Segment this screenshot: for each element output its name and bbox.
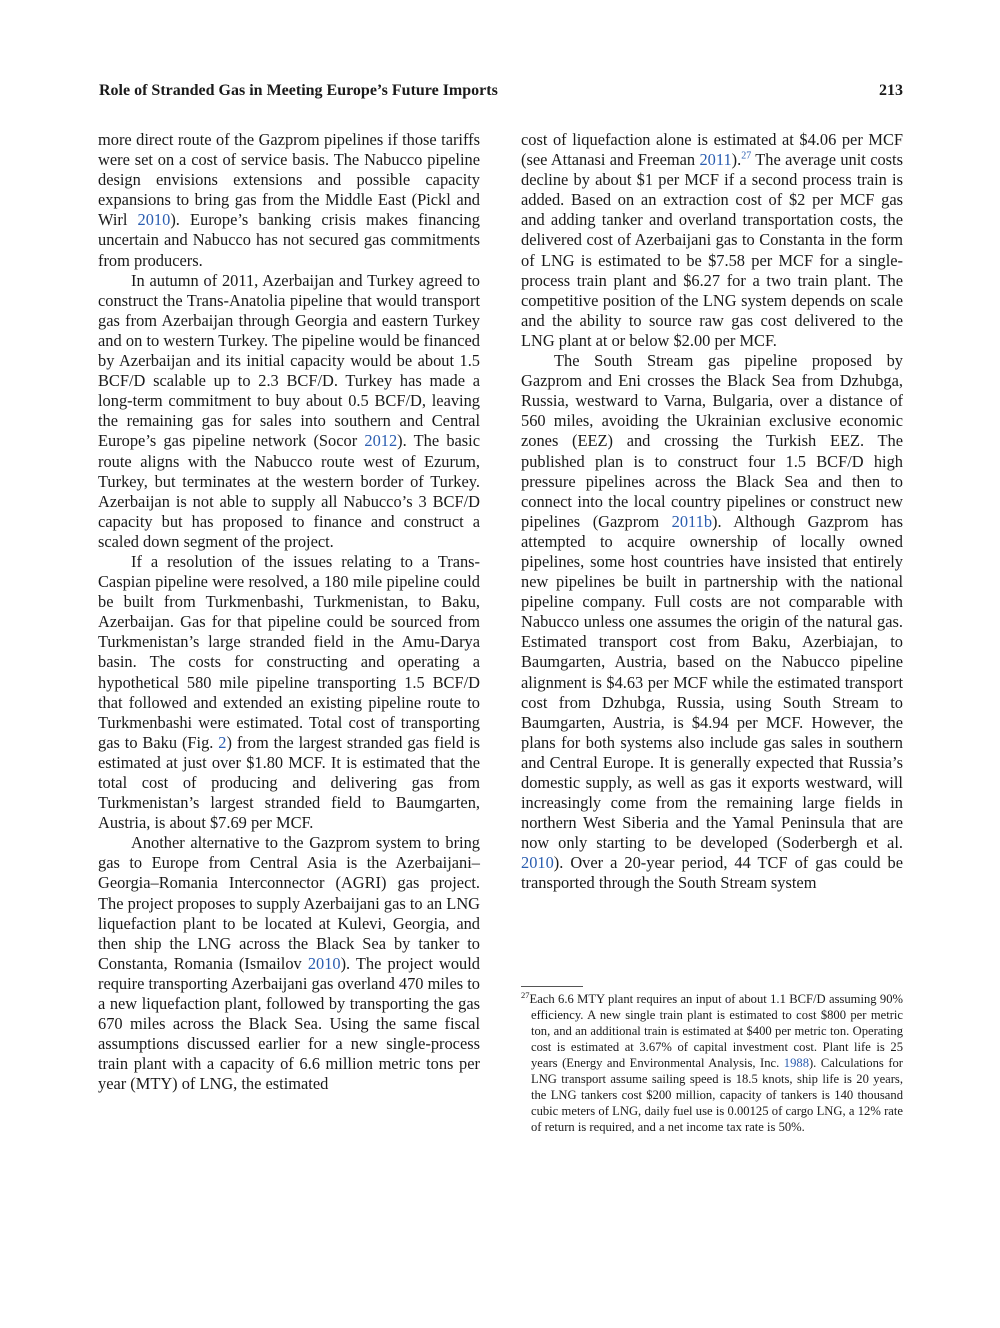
paragraph-text: ). The project would require transporting Azerbaijani gas overland 470 miles to a new liquefaction plant, followed by transporting the gas 670 miles across the Black Sea. Using the same fiscal assumptions discussed earlier for a new single-process train plant with a capacity of 6.6 million metric tons per year (MTY) of LNG, the estimated	[98, 953, 480, 1094]
paragraph	[98, 552, 480, 833]
citation-link[interactable]: 2010	[137, 210, 171, 230]
paragraph-text: ).	[731, 150, 742, 170]
paragraph-text: more direct route of the Gazprom pipelines if those tariffs were set on a cost of service basis. The Nabucco pipeline design envisions extensions and possible capacity expansions to bring gas from the Middle East (Pickl and Wirl	[98, 130, 480, 230]
paragraph-text: If a resolution of the issues relating to a Trans-Caspian pipeline were resolved, a 180 mile pipeline could be built from Turkmenbashi, Turkmenistan, to Baku, Azerbaijan. Gas for that pipeline could be sourced from Turkmenistan’s large stranded field in the Amu-Darya basin. The costs for constructing and operating a hypothetical 580 mile pipeline transporting 1.5 BCF/D that followed and extended an existing pipeline route to Turkmenbashi were estimated. Total cost of transporting gas to Baku (Fig.	[98, 551, 480, 752]
left-column	[98, 130, 480, 1095]
paragraph	[521, 351, 903, 894]
footnote-marker[interactable]: 27	[741, 150, 752, 162]
footnote-text: Each 6.6 MTY plant requires an input of about 1.1 BCF/D assuming 90% efficiency. A new single train plant is estimated to cost $800 per metric ton, and an additional train is estimated at $400 per metric ton. Operating cost is estimated at 3.67% of capital investment cost. Plant life is 25 years (Energy and Environmental Analysis, Inc.	[529, 992, 903, 1070]
paragraph	[98, 271, 480, 552]
citation-link[interactable]: 2010	[307, 953, 341, 973]
paragraph	[98, 833, 480, 1094]
paragraph	[521, 130, 903, 351]
paragraph-text: cost of liquefaction alone is estimated at $4.06 per MCF (see Attanasi and Freeman	[521, 130, 903, 170]
paragraph-text: ). Although Gazprom has attempted to acquire ownership of locally owned pipelines, some host countries have insisted that entirely new pipelines be built in partnership with the national pipeline company. Full costs are not comparable with Nabucco unless one assumes the origin of the natural gas. Estimated transport cost from Baku, Azerbiajan, to Baumgarten, Austria, based on the Nabucco pipeline alignment is $4.63 per MCF while the estimated transport cost from Dzhubga, Russia, using South Stream to Baumgarten, Austria, is $4.94 per MCF. However, the plans for both systems also include gas sales in southern and Central Europe. It is generally expected that Russia’s domestic supply, as well as gas it exports westward, will increasingly come from the remaining large fields in northern West Siberia and the Yamal Peninsula that are now only starting to be developed (Soderbergh et al.	[521, 511, 903, 853]
paragraph-text: ) from the largest stranded gas field is estimated at just over $1.80 MCF. It is estimated that the total cost of producing and delivering gas from Turkmenistan’s largest stranded field to Baumgarten, Austria, is about $7.69 per MCF.	[98, 732, 481, 833]
paragraph-text: ). Over a 20-year period, 44 TCF of gas could be transported through the South Stream system	[521, 853, 903, 893]
citation-link[interactable]: 2011b	[671, 511, 713, 531]
citation-link[interactable]: 1988	[783, 1055, 809, 1070]
citation-link[interactable]: 2011	[699, 150, 732, 170]
page-header	[99, 78, 903, 104]
footnote	[521, 989, 903, 1136]
paragraph-text: In autumn of 2011, Azerbaijan and Turkey agreed to construct the Trans-Anatolia pipeline that would transport gas from Azerbaijan through Georgia and eastern Turkey and on to western Turkey. The pipeline would be financed by Azerbaijan and its initial capacity would be about 1.5 BCF/D scalable up to 2.3 BCF/D. Turkey has made a long-term commitment to buy about 0.5 BCF/D, leaving the remaining gas for sales into southern and Central Europe’s gas pipeline network (Socor	[98, 270, 480, 451]
footnote-paragraph	[521, 989, 903, 1136]
page-number: 213	[879, 82, 903, 99]
paragraph-text: ). The basic route aligns with the Nabucco route west of Ezurum, Turkey, but terminates at the western border of Turkey. Azerbaijan is not able to supply all Nabucco’s 3 BCF/D capacity but has proposed to finance and construct a scaled down segment of the project.	[98, 431, 480, 551]
footnote-divider	[521, 986, 583, 987]
paragraph-text: ). Europe’s banking crisis makes financing uncertain and Nabucco has not secured gas commitments from producers.	[98, 210, 481, 270]
citation-link[interactable]: 2010	[521, 853, 554, 873]
figure-link[interactable]: 2	[218, 732, 227, 752]
footnote-text: ). Calculations for LNG transport assume sailing speed is 18.5 knots, ship life is 20 years, the LNG tankers cost $200 million, capacity of tankers is 140 thousand cubic meters of LNG, daily fuel use is 0.00125 of cargo LNG, a 12% rate of return is required, and a net income tax rate is 50%.	[531, 1055, 903, 1134]
paragraph-text: Another alternative to the Gazprom system to bring gas to Europe from Central Asia is the Azerbaijani–Georgia–Romania Interconnector (AGRI) gas project. The project proposes to supply Azerbaijani gas to an LNG liquefaction plant to be located at Kulevi, Georgia, and then ship the LNG across the Black Sea by tanker to Constanta, Romania (Ismailov	[98, 833, 480, 973]
right-column	[521, 130, 903, 894]
citation-link[interactable]: 2012	[364, 431, 398, 451]
paragraph-text: The average unit costs decline by about $1 per MCF if a second process train is added. Based on an extraction cost of $2 per MCF gas and adding tanker and overland transportation costs, the delivered cost of Azerbaijani gas to Constanta in the form of LNG is estimated to be $7.58 per MCF for a single-process train plant and $6.27 for a two train plant. The competitive position of the LNG system depends on scale and the ability to source raw gas cost delivered to the LNG plant at or below $2.00 per MCF.	[521, 150, 903, 350]
paragraph	[98, 130, 480, 271]
paragraph-text: The South Stream gas pipeline proposed by Gazprom and Eni crosses the Black Sea from Dzhubga, Russia, westward to Varna, Bulgaria, over a distance of 560 miles, avoiding the Ukrainian exclusive economic zones (EEZ) and crossing the Turkish EEZ. The published plan is to construct four 1.5 BCF/D high pressure pipelines across the Black Sea and then to connect into the local country pipelines or construct new pipelines (Gazprom	[521, 351, 903, 531]
footnote-number: 27	[521, 989, 530, 1000]
running-title: Role of Stranded Gas in Meeting Europe’s Future Imports	[99, 82, 498, 99]
